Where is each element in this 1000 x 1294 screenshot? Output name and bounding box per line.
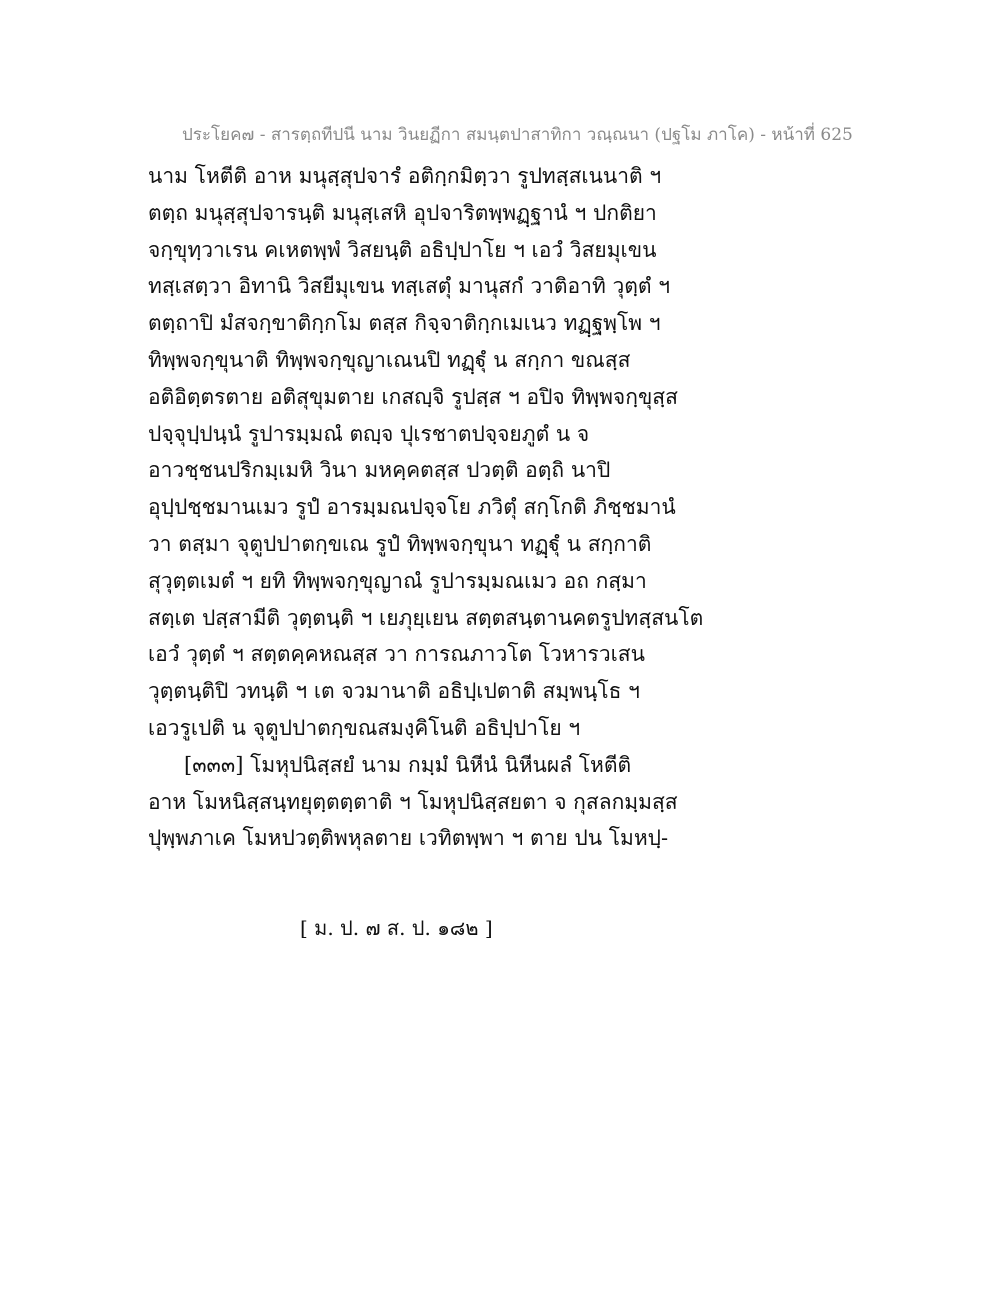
text-line: ปจฺจุปฺปนฺนํ รูปารมฺมณํ ตญฺจ ปุเรชาตปจฺจยภูตํ น จ (148, 421, 590, 446)
text-line: เอวรูเปติ น จุตูปปาตกฺขณสมงฺคิโนติ อธิปฺปาโย ฯ (148, 715, 581, 740)
text-line: สุวุตฺตเมตํ ฯ ยทิ ทิพฺพจกฺขุญาณํ รูปารมฺมณเมว อถ กสฺมา (148, 568, 647, 593)
text-line: ตตฺถาปิ มํสจกฺขาติกฺกโม ตสฺส กิจฺจาติกฺกเมเนว ทฏฺฐพฺโพ ฯ (148, 311, 661, 336)
text-line: วา ตสฺมา จุตูปปาตกฺขเณ รูปํ ทิพฺพจกฺขุนา ทฏฺฐุํ น สกฺกาติ (148, 531, 652, 556)
running-header: ประโยค๗ - สารตฺถทีปนี นาม วินยฏีกา สมนฺตปาสาทิกา วณฺณนา (ปฐโม ภาโค) - หน้าที่ 625 (182, 125, 853, 145)
text-line: อาห โมหนิสฺสนฺทยุตฺตตฺตาติ ฯ โมหุปนิสฺสยตา จ กุสลกมฺมสฺส (148, 789, 678, 814)
page-reference-footnote: [ ม. ป. ๗ ส. ป. ๑๘๒ ] (300, 916, 493, 940)
text-line: นาม โหตีติ อาห มนุสฺสุปจารํ อติกฺกมิตฺวา รูปทสฺสเนนาติ ฯ (148, 164, 662, 188)
text-line: ตตฺถ มนุสฺสุปจารนฺติ มนุสฺเสหิ อุปจาริตพฺพฏฺฐานํ ฯ ปกติยา (148, 200, 657, 225)
text-line: ทสฺเสตฺวา อิทานิ วิสยีมุเขน ทสฺเสตุํ มานุสกํ วาติอาทิ วุตฺตํ ฯ (148, 274, 670, 299)
text-line: อติอิตฺตรตาย อติสุขุมตาย เกสญฺจิ รูปสฺส ฯ อปิจ ทิพฺพจกฺขุสฺส (148, 384, 678, 409)
text-line: อุปฺปชฺชมานเมว รูปํ อารมฺมณปจฺจโย ภวิตุํ สกฺโกติ ภิชฺชมานํ (148, 495, 676, 520)
text-line: จกฺขุทฺวาเรน คเหตพฺพํ วิสยนฺติ อธิปฺปาโย ฯ เอวํ วิสยมุเขน (148, 237, 657, 262)
text-line: วุตฺตนฺติปิ วทนฺติ ฯ เต จวมานาติ อธิปฺเปตาติ สมฺพนฺโธ ฯ (148, 679, 640, 704)
text-line: ปุพฺพภาเค โมหปวตฺติพหุลตาย เวทิตพฺพา ฯ ตาย ปน โมหปฺ- (148, 826, 669, 851)
text-line: สตฺเต ปสฺสามีติ วุตฺตนฺติ ฯ เยภุยฺเยน สตฺตสนฺตานคตรูปทสฺสนโต (148, 605, 704, 630)
body-text (148, 158, 868, 857)
text-line: อาวชฺชนปริกมฺเมหิ วินา มหคฺคตสฺส ปวตฺติ อตฺถิ นาปิ (148, 458, 611, 483)
text-line: เอวํ วุตฺตํ ฯ สตฺตคฺคหณสฺส วา การณภาวโต โวหารวเสน (148, 642, 645, 667)
paragraph-start-line: [๓๓๓] โมหุปนิสฺสยํ นาม กมฺมํ นิหีนํ นิหีนผลํ โหตีติ (184, 752, 632, 777)
text-line: ทิพฺพจกฺขุนาติ ทิพฺพจกฺขุญาเณนปิ ทฏฺฐุํ น สกฺกา ขณสฺส (148, 347, 631, 372)
